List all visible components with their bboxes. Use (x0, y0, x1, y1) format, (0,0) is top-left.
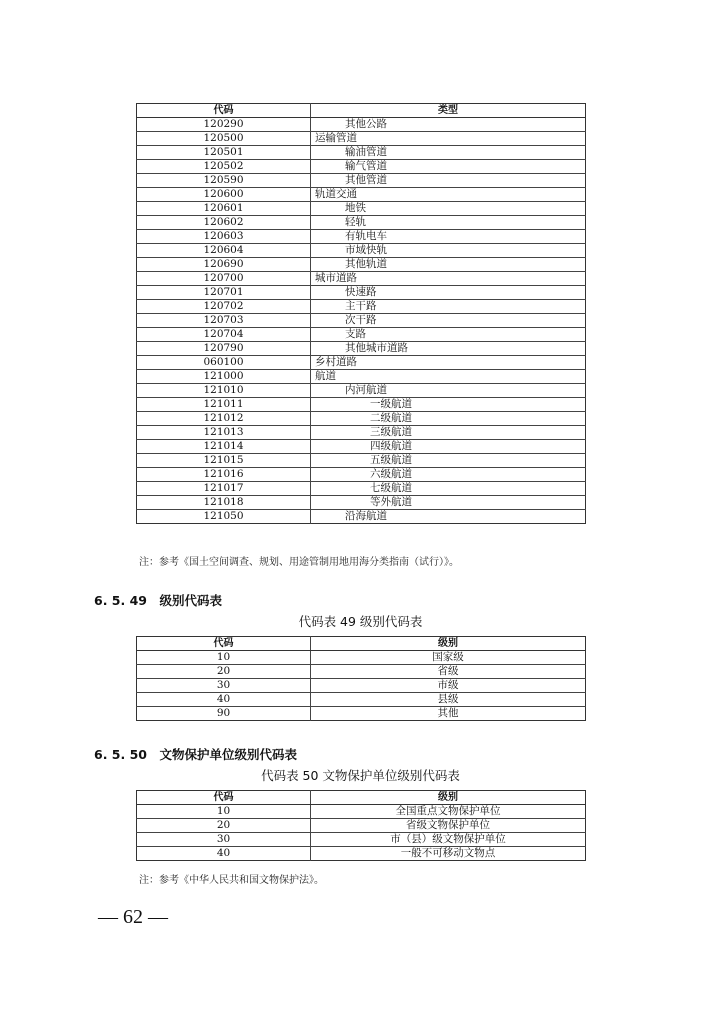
name-label: 其他公路 (345, 118, 387, 130)
code-cell: 90 (137, 707, 311, 721)
table-row (137, 805, 586, 819)
table-row (137, 412, 586, 426)
table-row (137, 356, 586, 370)
table-row (137, 216, 586, 230)
table-caption-49: 代码表 49 级别代码表 (298, 614, 423, 629)
code-cell: 120604 (137, 244, 311, 258)
heritage-level-code-table (136, 790, 586, 861)
name-label: 乡村道路 (315, 356, 357, 368)
name-label: 等外航道 (370, 496, 412, 508)
name-cell (311, 230, 586, 244)
table-row (137, 370, 586, 384)
name-label: 轻轨 (345, 216, 366, 228)
section-heading-49: 6. 5. 49 级别代码表 (94, 593, 222, 608)
name-label: 支路 (345, 328, 366, 340)
code-cell: 120700 (137, 272, 311, 286)
name-label: 市（县）级文物保护单位 (390, 833, 506, 845)
name-cell (311, 510, 586, 524)
name-label: 有轨电车 (345, 230, 387, 242)
table-row (137, 398, 586, 412)
code-cell: 121016 (137, 468, 311, 482)
name-cell (311, 651, 586, 665)
code-cell: 120600 (137, 188, 311, 202)
name-cell (311, 693, 586, 707)
name-label: 县级 (437, 693, 459, 705)
code-cell: 120602 (137, 216, 311, 230)
name-cell (311, 679, 586, 693)
table-row (137, 482, 586, 496)
name-cell (311, 244, 586, 258)
name-cell (311, 272, 586, 286)
name-cell (311, 118, 586, 132)
table-row (137, 146, 586, 160)
code-cell: 121015 (137, 454, 311, 468)
name-cell (311, 440, 586, 454)
code-cell: 120702 (137, 300, 311, 314)
code-cell: 121010 (137, 384, 311, 398)
level-code-table (136, 636, 586, 721)
name-cell (311, 328, 586, 342)
name-label: 输气管道 (345, 160, 387, 172)
code-cell: 060100 (137, 356, 311, 370)
table-header-level: 级别 (311, 791, 586, 805)
table-row (137, 118, 586, 132)
table-body (137, 805, 586, 861)
name-label: 沿海航道 (345, 510, 387, 522)
code-cell: 121017 (137, 482, 311, 496)
name-cell (311, 847, 586, 861)
name-cell (311, 426, 586, 440)
code-cell: 120690 (137, 258, 311, 272)
road-type-code-table (136, 103, 586, 524)
name-cell (311, 160, 586, 174)
name-label: 轨道交通 (315, 188, 357, 200)
code-cell: 121014 (137, 440, 311, 454)
name-cell (311, 496, 586, 510)
table-row (137, 328, 586, 342)
name-label: 内河航道 (345, 384, 387, 396)
table-row (137, 693, 586, 707)
name-cell (311, 370, 586, 384)
name-cell (311, 216, 586, 230)
name-cell (311, 300, 586, 314)
code-cell: 120701 (137, 286, 311, 300)
name-cell (311, 146, 586, 160)
code-cell: 10 (216, 805, 231, 817)
name-label: 全国重点文物保护单位 (395, 805, 501, 817)
code-cell: 40 (137, 847, 311, 861)
code-cell: 120790 (137, 342, 311, 356)
name-label: 市级 (437, 679, 459, 691)
name-cell (311, 132, 586, 146)
code-cell: 120703 (137, 314, 311, 328)
name-label: 次干路 (345, 314, 377, 326)
name-cell (311, 468, 586, 482)
name-cell (311, 342, 586, 356)
table-row (137, 300, 586, 314)
code-cell: 121018 (137, 496, 311, 510)
name-label: 其他城市道路 (345, 342, 408, 354)
name-label: 国家级 (432, 651, 464, 663)
table-row (137, 468, 586, 482)
table-row (137, 160, 586, 174)
table-row (137, 819, 586, 833)
table-row (137, 665, 586, 679)
table-row (137, 132, 586, 146)
name-label: 城市道路 (315, 272, 357, 284)
name-cell (311, 805, 586, 819)
name-label: 三级航道 (370, 426, 412, 438)
table-row (137, 314, 586, 328)
code-cell: 20 (137, 665, 311, 679)
table-body (137, 651, 586, 721)
name-cell (311, 454, 586, 468)
name-label: 省级文物保护单位 (406, 819, 490, 831)
section-heading-50: 6. 5. 50 文物保护单位级别代码表 (94, 747, 297, 762)
name-label: 四级航道 (370, 440, 412, 452)
name-cell (311, 707, 586, 721)
name-cell (311, 819, 586, 833)
table-note: 注：参考《中华人民共和国文物保护法》。 (139, 875, 324, 886)
table-row (137, 272, 586, 286)
name-cell (311, 202, 586, 216)
code-cell: 120603 (137, 230, 311, 244)
table-header-type: 类型 (311, 104, 586, 118)
code-cell: 121050 (137, 510, 311, 524)
table-row (137, 496, 586, 510)
table-row (137, 244, 586, 258)
name-label: 七级航道 (370, 482, 412, 494)
table-note: 注：参考《国土空间调查、规划、用途管制用地用海分类指南（试行）》。 (139, 557, 459, 568)
code-cell: 120500 (137, 132, 311, 146)
code-cell: 30 (137, 679, 311, 693)
name-cell (311, 398, 586, 412)
table-row (137, 651, 586, 665)
table-header-code: 代码 (137, 104, 311, 118)
name-label: 一级航道 (370, 398, 412, 410)
name-cell (311, 356, 586, 370)
table-row (137, 440, 586, 454)
table-row (137, 426, 586, 440)
code-cell: 121000 (137, 370, 311, 384)
table-row (137, 188, 586, 202)
name-label: 五级航道 (370, 454, 412, 466)
code-cell: 30 (137, 833, 311, 847)
name-label: 市域快轨 (345, 244, 387, 256)
table-row (137, 202, 586, 216)
table-row (137, 510, 586, 524)
code-cell: 120502 (137, 160, 311, 174)
name-label: 省级 (437, 665, 459, 677)
code-cell: 20 (137, 819, 311, 833)
name-label: 地铁 (345, 202, 366, 214)
table-row (137, 174, 586, 188)
table-row (137, 230, 586, 244)
name-cell (311, 833, 586, 847)
table-row (137, 847, 586, 861)
table-caption-50: 代码表 50 文物保护单位级别代码表 (261, 768, 460, 783)
code-cell: 121013 (137, 426, 311, 440)
name-label: 运输管道 (315, 132, 357, 144)
table-row (137, 833, 586, 847)
table-body (137, 118, 586, 524)
table-header-code: 代码 (137, 637, 311, 651)
table-header-level: 级别 (311, 637, 586, 651)
name-cell (311, 314, 586, 328)
name-cell (311, 286, 586, 300)
name-cell (311, 384, 586, 398)
name-label: 其他 (437, 707, 459, 719)
code-cell: 120704 (137, 328, 311, 342)
table-row (137, 258, 586, 272)
table-row (137, 384, 586, 398)
name-cell (311, 188, 586, 202)
code-cell: 10 (216, 651, 231, 663)
code-cell: 120601 (137, 202, 311, 216)
code-cell: 120501 (137, 146, 311, 160)
code-cell: 120290 (203, 118, 244, 130)
name-cell (311, 258, 586, 272)
table-header-code: 代码 (137, 791, 311, 805)
name-label: 输油管道 (345, 146, 387, 158)
name-label: 航道 (315, 370, 336, 382)
name-label: 快速路 (345, 286, 377, 298)
table-row (137, 707, 586, 721)
table-row (137, 342, 586, 356)
name-label: 六级航道 (370, 468, 412, 480)
name-cell (311, 665, 586, 679)
name-label: 主干路 (345, 300, 377, 312)
table-row (137, 286, 586, 300)
code-cell: 121012 (137, 412, 311, 426)
name-cell (311, 412, 586, 426)
page-number: — 62 — (98, 906, 168, 928)
code-cell: 120590 (137, 174, 311, 188)
name-label: 其他轨道 (345, 258, 387, 270)
name-label: 其他管道 (345, 174, 387, 186)
table-row (137, 679, 586, 693)
code-cell: 40 (137, 693, 311, 707)
code-cell: 121011 (137, 398, 311, 412)
name-label: 一般不可移动文物点 (400, 847, 496, 859)
name-cell (311, 482, 586, 496)
name-label: 二级航道 (370, 412, 412, 424)
name-cell (311, 174, 586, 188)
table-row (137, 454, 586, 468)
